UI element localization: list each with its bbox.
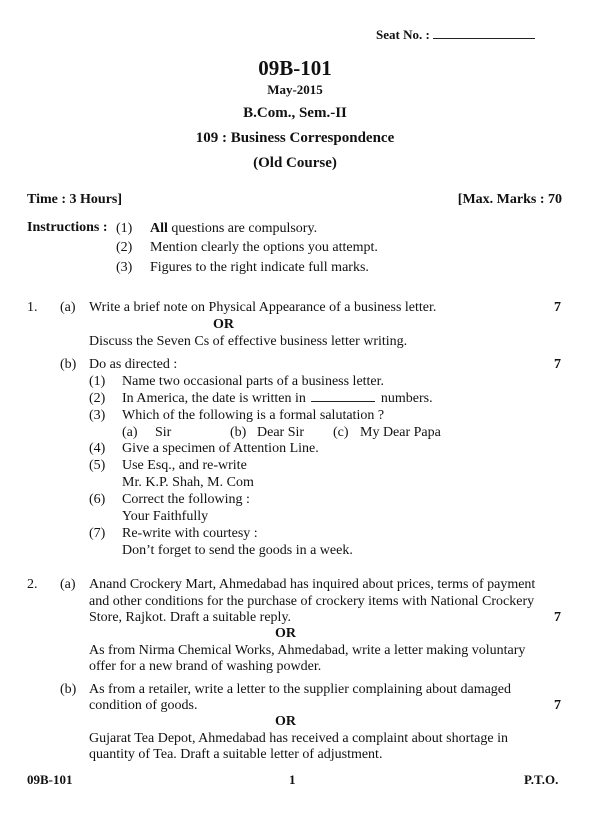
item-text: Give a specimen of Attention Line. (122, 441, 319, 456)
item-text (122, 391, 433, 407)
item-text: Use Esq., and re-write (122, 458, 247, 473)
item-num: (2) (89, 391, 106, 406)
item-subtext: Your Faithfully (122, 509, 209, 524)
option-label: (a) (122, 425, 138, 440)
instruction-item: Figures to the right indicate full marks. (150, 260, 369, 275)
question-text: Store, Rajkot. Draft a suitable reply. (89, 610, 292, 625)
instructions-label: Instructions : (27, 220, 108, 235)
option-text: My Dear Papa (360, 425, 441, 440)
item-text: Re-write with courtesy : (122, 526, 258, 541)
instruction-item (150, 221, 317, 237)
item-num: (6) (89, 492, 106, 507)
instruction-text: questions are compulsory. (167, 221, 318, 236)
marks: 7 (554, 698, 561, 713)
subquestion-label: (b) (60, 357, 77, 372)
question-number: 2. (27, 577, 38, 592)
question-number: 1. (27, 300, 38, 315)
instruction-bold: All (150, 221, 168, 236)
marks: 7 (554, 357, 561, 372)
or-separator: OR (275, 626, 296, 641)
pto: P.T.O. (524, 772, 559, 787)
instruction-num: (2) (116, 240, 133, 255)
option-label: (c) (333, 425, 349, 440)
fill-blank (311, 400, 375, 402)
subject-title: 109 : Business Correspondence (195, 130, 395, 146)
marks: 7 (554, 300, 561, 315)
instruction-num: (1) (116, 221, 133, 236)
question-text: Discuss the Seven Cs of effective business letter writing. (89, 334, 408, 349)
seat-label: Seat No. : (376, 27, 430, 42)
item-text: Name two occasional parts of a business letter. (122, 374, 385, 389)
item-num: (5) (89, 458, 106, 473)
marks: 7 (554, 610, 561, 625)
question-text: Anand Crockery Mart, Ahmedabad has inquired about prices, terms of payment (89, 577, 536, 592)
option-label: (b) (230, 425, 247, 440)
option-text: Sir (155, 425, 172, 440)
question-text: condition of goods. (89, 698, 198, 713)
question-text: and other conditions for the purchase of crockery items with National Crockery (89, 594, 535, 609)
or-separator: OR (275, 714, 296, 729)
instruction-num: (3) (116, 260, 133, 275)
question-text: quantity of Tea. Draft a suitable letter of adjustment. (89, 747, 383, 762)
footer-code: 09B-101 (27, 772, 73, 787)
item-num: (7) (89, 526, 106, 541)
item-text-post: numbers. (380, 391, 433, 406)
question-text: offer for a new brand of washing powder. (89, 659, 322, 674)
paper-code: 09B-101 (258, 56, 332, 80)
max-marks: [Max. Marks : 70 (457, 192, 562, 207)
question-text: Gujarat Tea Depot, Ahmedabad has received a complaint about shortage in (89, 731, 509, 746)
seat-number-blank (433, 37, 535, 39)
question-text: Write a brief note on Physical Appearance of a business letter. (89, 300, 437, 315)
seat-number (376, 27, 535, 43)
question-text: As from Nirma Chemical Works, Ahmedabad, write a letter making voluntary (89, 643, 526, 658)
subquestion-label: (a) (60, 577, 76, 592)
item-subtext: Mr. K.P. Shah, M. Com (122, 475, 254, 490)
question-text: Do as directed : (89, 357, 178, 372)
course-type: (Old Course) (253, 155, 337, 171)
exam-date: May-2015 (267, 82, 323, 97)
item-text-pre: In America, the date is written in (122, 391, 306, 406)
or-separator: OR (213, 317, 234, 332)
item-num: (1) (89, 374, 106, 389)
item-num: (3) (89, 408, 106, 423)
item-num: (4) (89, 441, 106, 456)
item-subtext: Don’t forget to send the goods in a week. (122, 543, 353, 558)
subquestion-label: (a) (60, 300, 76, 315)
item-text: Correct the following : (122, 492, 250, 507)
question-text: As from a retailer, write a letter to the supplier complaining about damaged (89, 682, 512, 697)
course-name: B.Com., Sem.-II (243, 105, 347, 121)
page-number: 1 (289, 772, 296, 787)
option-text: Dear Sir (257, 425, 305, 440)
time-allowed: Time : 3 Hours] (27, 192, 123, 207)
instruction-item: Mention clearly the options you attempt. (150, 240, 378, 255)
item-text: Which of the following is a formal salutation ? (122, 408, 385, 423)
subquestion-label: (b) (60, 682, 77, 697)
